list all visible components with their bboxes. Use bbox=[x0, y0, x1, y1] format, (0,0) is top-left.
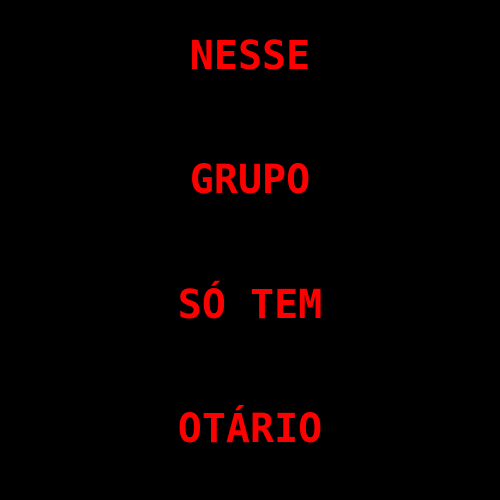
text-line-1: NESSE bbox=[189, 33, 311, 79]
text-line-3: SÓ TEM bbox=[177, 282, 323, 328]
text-line-2: GRUPO bbox=[189, 157, 311, 203]
text-line-4: OTÁRIO bbox=[177, 406, 323, 452]
